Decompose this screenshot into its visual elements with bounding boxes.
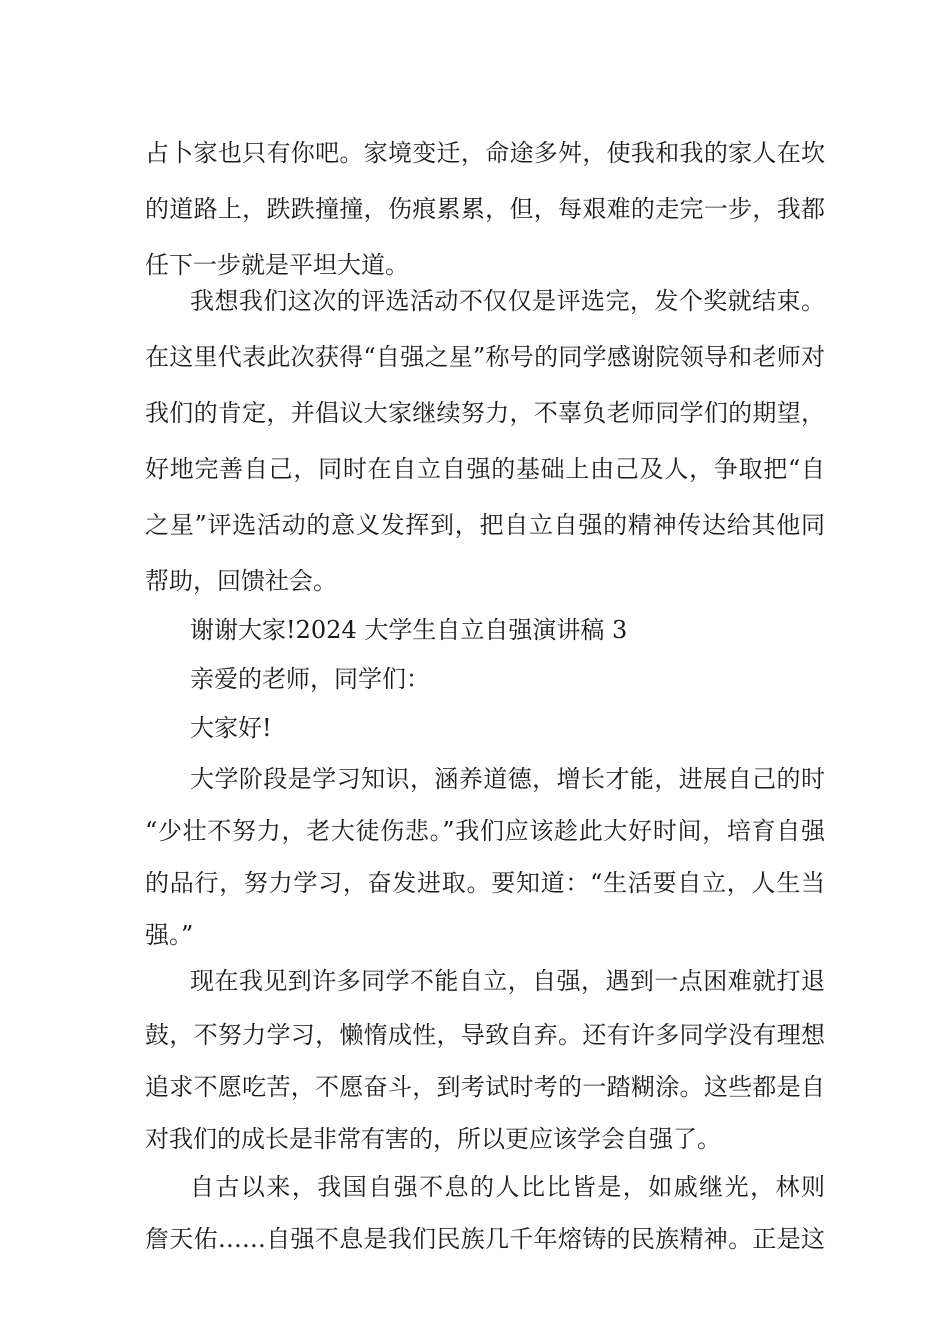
text-line: 詹天佑……自强不息是我们民族几千年熔铸的民族精神。正是这 xyxy=(145,1225,825,1253)
text-line: 自古以来，我国自强不息的人比比皆是，如戚继光，林则 xyxy=(190,1173,825,1201)
text-line: 的品行，努力学习，奋发进取。要知道：“生活要自立，人生当 xyxy=(145,869,825,897)
text-line: 的道路上，跌跌撞撞，伤痕累累，但，每艰难的走完一步，我都 xyxy=(145,195,825,223)
text-line: “少壮不努力，老大徒伤悲。”我们应该趁此大好时间，培育自强 xyxy=(145,817,825,845)
text-line: 追求不愿吃苦，不愿奋斗，到考试时考的一踏糊涂。这些都是自 xyxy=(145,1073,825,1101)
text-line: 鼓，不努力学习，懒惰成性，导致自弃。还有许多同学没有理想 xyxy=(145,1021,825,1049)
text-line: 谢谢大家!2024 大学生自立自强演讲稿 3 xyxy=(190,616,628,644)
text-line: 亲爱的老师，同学们： xyxy=(190,665,430,693)
text-line: 在这里代表此次获得“自强之星”称号的同学感谢院领导和老师对 xyxy=(145,343,825,371)
text-line: 大学阶段是学习知识，涵养道德，增长才能，进展自己的时 xyxy=(190,765,825,793)
text-line: 任下一步就是平坦大道。 xyxy=(145,251,409,279)
text-line: 我想我们这次的评选活动不仅仅是评选完，发个奖就结束。 xyxy=(190,287,825,315)
text-line: 之星”评选活动的意义发挥到，把自立自强的精神传达给其他同 xyxy=(145,511,825,539)
text-line: 占卜家也只有你吧。家境变迁，命途多舛，使我和我的家人在坎 xyxy=(145,139,825,167)
text-line: 对我们的成长是非常有害的，所以更应该学会自强了。 xyxy=(145,1125,721,1153)
text-line: 好地完善自己，同时在自立自强的基础上由己及人，争取把“自 xyxy=(145,455,825,483)
text-line: 大家好! xyxy=(190,714,272,742)
text-line: 我们的肯定，并倡议大家继续努力，不辜负老师同学们的期望， xyxy=(145,399,825,427)
text-line: 强。” xyxy=(145,921,194,949)
text-line: 现在我见到许多同学不能自立，自强，遇到一点困难就打退 xyxy=(190,967,825,995)
text-line: 帮助，回馈社会。 xyxy=(145,567,337,595)
